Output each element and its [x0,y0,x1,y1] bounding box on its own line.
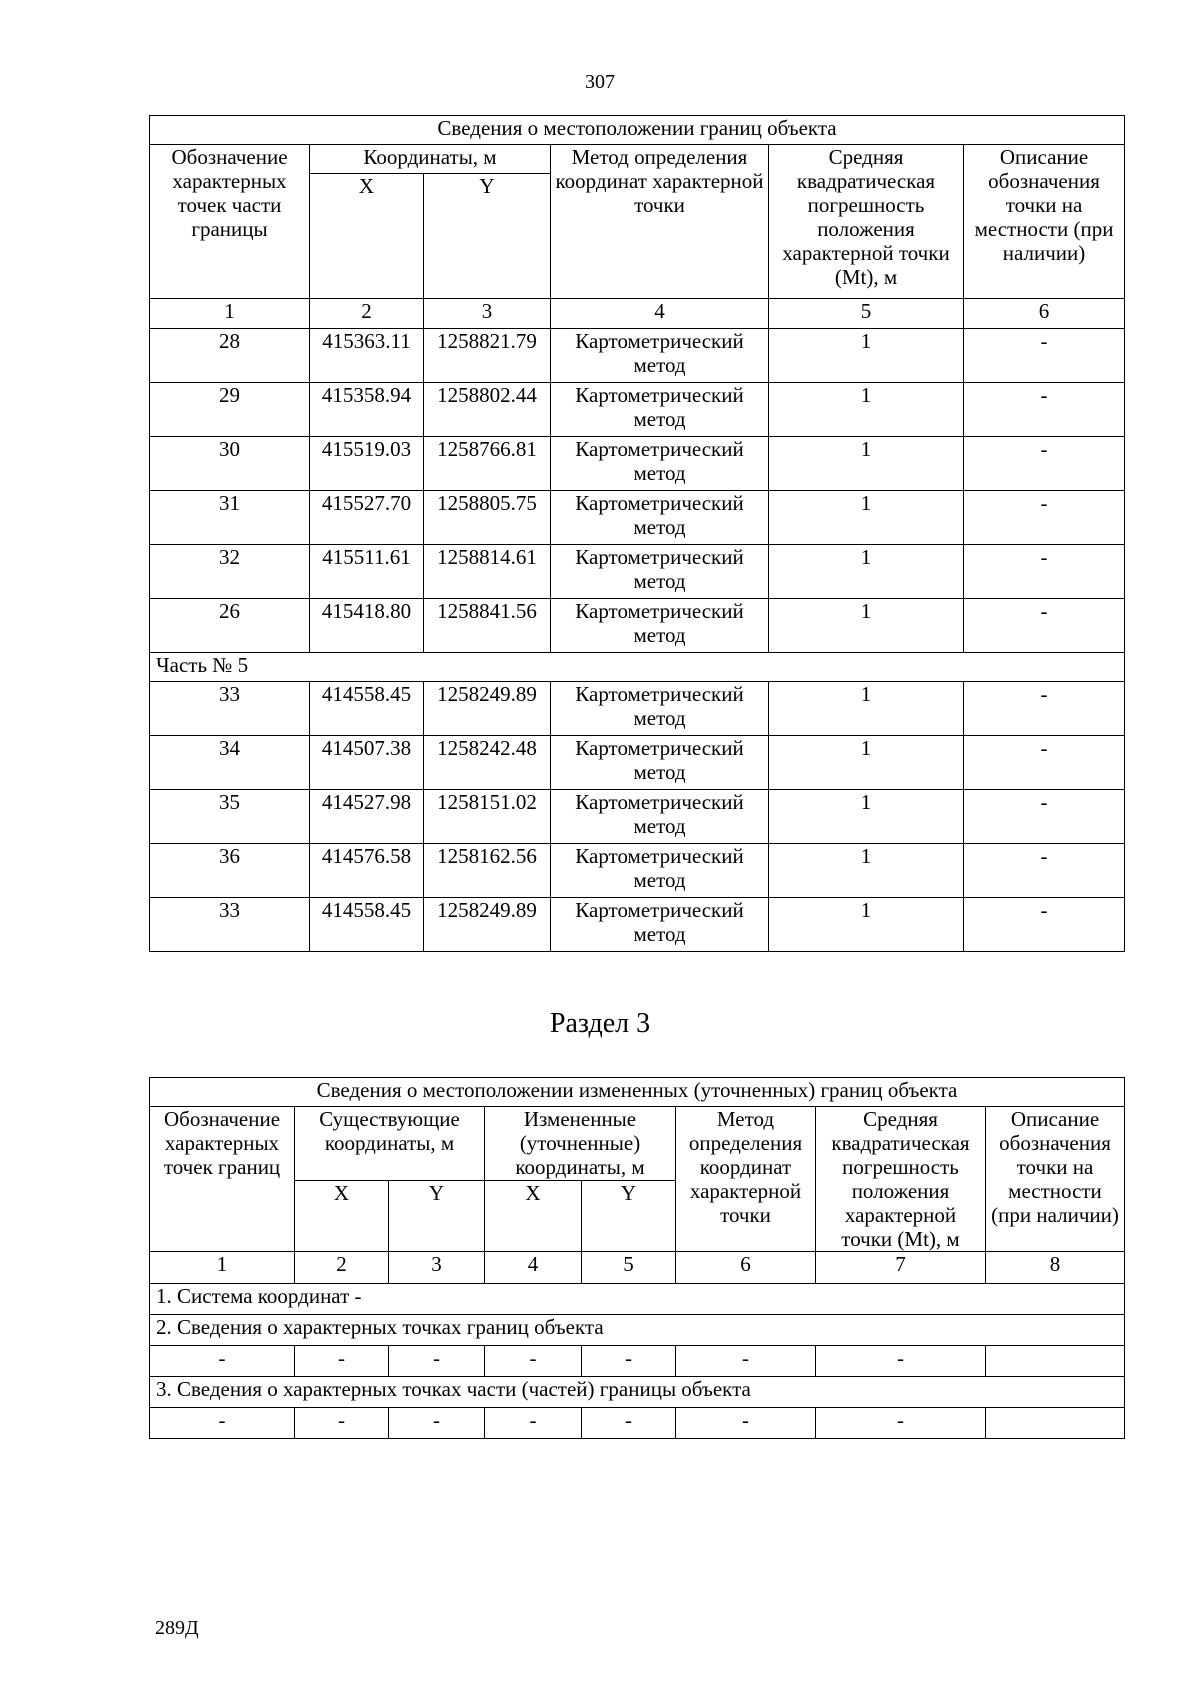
table-row [150,383,1125,437]
cell-y: 1258802.44 [424,383,551,437]
header-mean-error: Средняя квадратическая погрешность положения характерной точки (Mt), м [769,145,964,299]
cell-point: 31 [150,491,310,545]
cell-method: Картометрический метод [551,790,769,844]
cell-point: 29 [150,383,310,437]
cell-y: 1258821.79 [424,329,551,383]
table-row [150,491,1125,545]
boundary-coordinates-table [149,115,1125,952]
cell-method: Картометрический метод [551,545,769,599]
cell-desc: - [964,545,1125,599]
cell-method: Картометрический метод [551,599,769,653]
table-cell: - [295,1408,389,1439]
cell-desc: - [964,491,1125,545]
part-label: Часть № 5 [150,653,1125,682]
cell-y: 1258151.02 [424,790,551,844]
cell-point: 34 [150,736,310,790]
cell-x: 415358.94 [310,383,424,437]
cell-x: 415363.11 [310,329,424,383]
cell-y: 1258805.75 [424,491,551,545]
cell-x: 415418.80 [310,599,424,653]
table-cell: - [582,1408,676,1439]
column-number: 6 [676,1252,816,1284]
table-caption: Сведения о местоположении границ объекта [150,116,1125,145]
header-y: Y [424,174,551,299]
column-number: 6 [964,299,1125,329]
column-number: 5 [582,1252,676,1284]
section3-label: 3. Сведения о характерных точках части (частей) границы объекта [150,1377,1125,1408]
cell-mt: 1 [769,898,964,952]
cell-point: 26 [150,599,310,653]
table-row [150,599,1125,653]
cell-mt: 1 [769,736,964,790]
table-row [150,545,1125,599]
table-cell: - [150,1346,295,1377]
table-cell: - [389,1346,485,1377]
column-number: 5 [769,299,964,329]
cell-mt: 1 [769,491,964,545]
column-number: 3 [389,1252,485,1284]
header-existing-coordinates: Существующие координаты, м [295,1107,485,1181]
cell-desc: - [964,682,1125,736]
table-cell: - [816,1408,986,1439]
header-existing-x: X [295,1180,389,1252]
table-cell [986,1408,1125,1439]
cell-y: 1258242.48 [424,736,551,790]
cell-point: 28 [150,329,310,383]
table-row [150,790,1125,844]
header-point-designation: Обозначение характерных точек границ [150,1107,295,1252]
cell-method: Картометрический метод [551,736,769,790]
cell-x: 414527.98 [310,790,424,844]
cell-x: 415519.03 [310,437,424,491]
cell-desc: - [964,898,1125,952]
column-number: 1 [150,1252,295,1284]
table-cell: - [676,1346,816,1377]
section2-values-row [150,1346,1125,1377]
column-number: 2 [295,1252,389,1284]
header-method: Метод определения координат характерной точки [551,145,769,299]
cell-y: 1258249.89 [424,898,551,952]
section2-label: 2. Сведения о характерных точках границ объекта [150,1315,1125,1346]
column-number: 4 [485,1252,582,1284]
cell-point: 36 [150,844,310,898]
cell-x: 415511.61 [310,545,424,599]
cell-y: 1258249.89 [424,682,551,736]
cell-x: 414507.38 [310,736,424,790]
cell-method: Картометрический метод [551,437,769,491]
header-mean-error: Средняя квадратическая погрешность положения характерной точки (Mt), м [816,1107,986,1252]
column-numbers-row [150,1252,1125,1284]
header-description: Описание обозначения точки на местности (при наличии) [986,1107,1125,1252]
cell-method: Картометрический метод [551,682,769,736]
section3-values-row [150,1408,1125,1439]
column-numbers-row [150,299,1125,329]
cell-x: 414558.45 [310,682,424,736]
cell-mt: 1 [769,790,964,844]
cell-mt: 1 [769,329,964,383]
table-cell: - [389,1408,485,1439]
table-row [150,437,1125,491]
cell-mt: 1 [769,383,964,437]
section-title: Раздел 3 [549,1008,651,1039]
cell-desc: - [964,599,1125,653]
column-number: 3 [424,299,551,329]
header-changed-coordinates: Измененные (уточненные) координаты, м [485,1107,676,1181]
changed-boundaries-table [149,1077,1125,1439]
cell-y: 1258766.81 [424,437,551,491]
column-number: 2 [310,299,424,329]
cell-point: 33 [150,898,310,952]
cell-point: 32 [150,545,310,599]
table-cell: - [676,1408,816,1439]
header-method: Метод определения координат характерной точки [676,1107,816,1252]
cell-desc: - [964,383,1125,437]
header-existing-y: Y [389,1180,485,1252]
table-row [150,898,1125,952]
cell-mt: 1 [769,599,964,653]
table-cell: - [485,1408,582,1439]
table-row [150,844,1125,898]
page-number: 307 [585,71,615,93]
cell-y: 1258841.56 [424,599,551,653]
cell-method: Картометрический метод [551,491,769,545]
cell-desc: - [964,736,1125,790]
table-row [150,682,1125,736]
table-cell [986,1346,1125,1377]
header-description: Описание обозначения точки на местности (при наличии) [964,145,1125,299]
table-caption: Сведения о местоположении измененных (уточненных) границ объекта [150,1078,1125,1107]
header-x: X [310,174,424,299]
header-point-designation: Обозначение характерных точек части границы [150,145,310,299]
table-cell: - [582,1346,676,1377]
header-changed-x: X [485,1180,582,1252]
cell-mt: 1 [769,844,964,898]
cell-x: 414576.58 [310,844,424,898]
table-row [150,329,1125,383]
table-cell: - [485,1346,582,1377]
column-number: 1 [150,299,310,329]
column-number: 7 [816,1252,986,1284]
column-number: 4 [551,299,769,329]
cell-method: Картометрический метод [551,844,769,898]
cell-mt: 1 [769,437,964,491]
cell-desc: - [964,844,1125,898]
table-cell: - [150,1408,295,1439]
cell-x: 414558.45 [310,898,424,952]
table-cell: - [816,1346,986,1377]
cell-method: Картометрический метод [551,329,769,383]
cell-point: 35 [150,790,310,844]
table-cell: - [295,1346,389,1377]
footer-code: 289Д [155,1617,199,1639]
cell-method: Картометрический метод [551,383,769,437]
cell-mt: 1 [769,545,964,599]
column-number: 8 [986,1252,1125,1284]
table-row [150,736,1125,790]
cell-desc: - [964,437,1125,491]
cell-point: 30 [150,437,310,491]
cell-y: 1258162.56 [424,844,551,898]
cell-point: 33 [150,682,310,736]
header-changed-y: Y [582,1180,676,1252]
cell-mt: 1 [769,682,964,736]
cell-y: 1258814.61 [424,545,551,599]
header-coordinates: Координаты, м [310,145,551,174]
cell-desc: - [964,329,1125,383]
coordinate-system-row: 1. Система координат - [150,1284,1125,1315]
cell-desc: - [964,790,1125,844]
cell-method: Картометрический метод [551,898,769,952]
cell-x: 415527.70 [310,491,424,545]
